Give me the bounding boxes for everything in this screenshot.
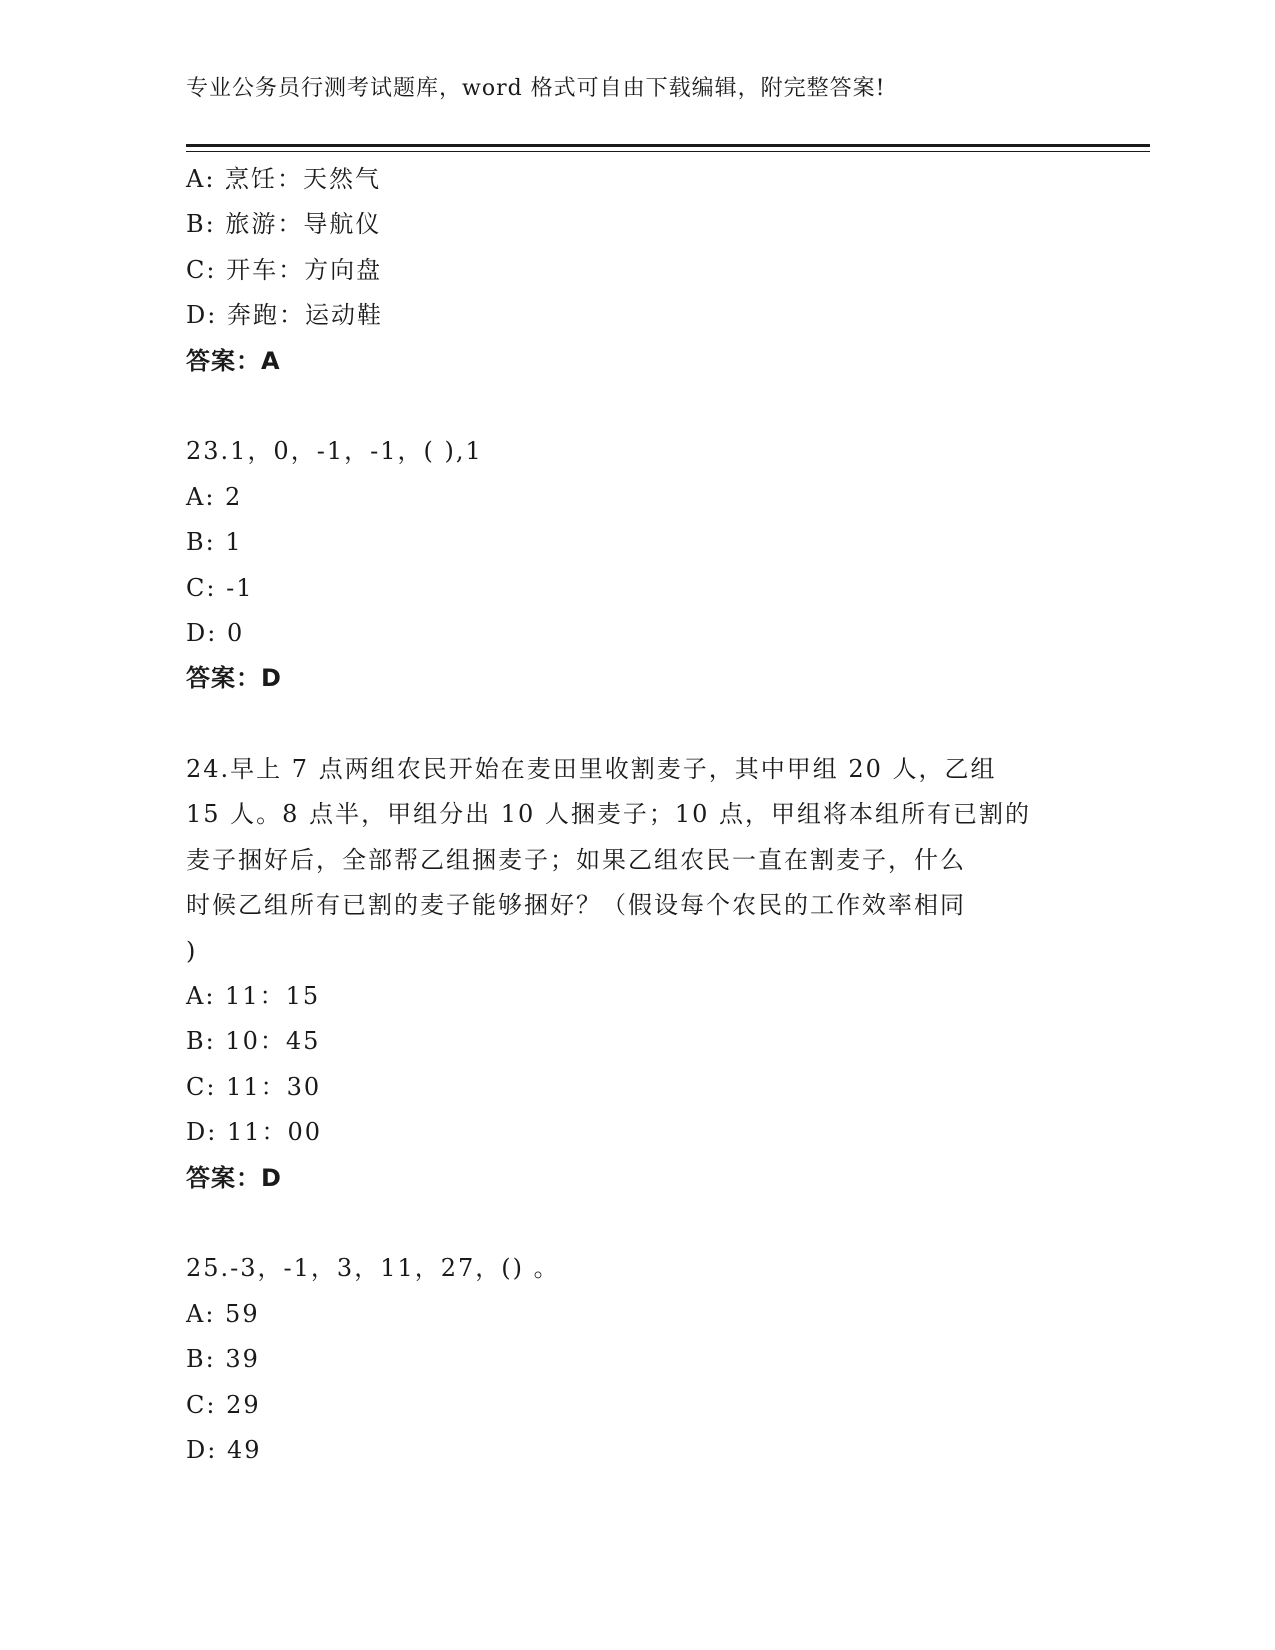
- page-header: 专业公务员行测考试题库，word 格式可自由下载编辑，附完整答案!: [186, 76, 886, 101]
- answer-line: 答案：D: [186, 664, 282, 693]
- option-c: C: 11：30: [186, 1072, 322, 1101]
- option-a: A: 2: [186, 482, 243, 511]
- option-b: B: 旅游：导航仪: [186, 210, 382, 239]
- question-stem: 25.-3，-1，3，11，27，() 。: [186, 1254, 560, 1283]
- option-d: D: 奔跑：运动鞋: [186, 301, 383, 330]
- option-d: D: 11：00: [186, 1118, 323, 1147]
- answer-line: 答案：A: [186, 346, 281, 375]
- option-d: D: 49: [186, 1435, 262, 1464]
- question-22: [186, 157, 1086, 384]
- option-c: C: 开车：方向盘: [186, 255, 383, 284]
- answer-line: 答案：D: [186, 1163, 282, 1192]
- option-a: A: 59: [186, 1299, 260, 1328]
- header-rule-thin: [186, 151, 1150, 152]
- question-stem: 23.1，0，-1，-1，( ),1: [186, 437, 483, 466]
- question-stem-line: ): [186, 936, 198, 965]
- question-25: [186, 1246, 1086, 1473]
- question-23: [186, 429, 1086, 701]
- question-24: [186, 747, 1086, 1201]
- option-c: C: 29: [186, 1390, 261, 1419]
- option-a: A: 烹饪：天然气: [186, 165, 382, 193]
- option-c: C: -1: [186, 573, 254, 602]
- option-a: A: 11：15: [186, 982, 321, 1011]
- option-b: B: 10：45: [186, 1027, 321, 1056]
- question-stem-line: 24.早上 7 点两组农民开始在麦田里收割麦子，其中甲组 20 人，乙组: [186, 755, 997, 784]
- question-stem-line: 15 人。8 点半，甲组分出 10 人捆麦子；10 点，甲组将本组所有已割的: [186, 800, 1032, 829]
- question-stem-line: 麦子捆好后，全部帮乙组捆麦子；如果乙组农民一直在割麦子，什么: [186, 845, 966, 874]
- spacer: [186, 1201, 1086, 1246]
- question-content: [186, 157, 1086, 1473]
- option-d: D: 0: [186, 618, 245, 647]
- spacer: [186, 702, 1086, 747]
- header-rule-thick: [186, 144, 1150, 147]
- option-b: B: 1: [186, 528, 243, 557]
- option-b: B: 39: [186, 1345, 260, 1374]
- question-stem-line: 时候乙组所有已割的麦子能够捆好？（假设每个农民的工作效率相同: [186, 891, 966, 920]
- spacer: [186, 384, 1086, 429]
